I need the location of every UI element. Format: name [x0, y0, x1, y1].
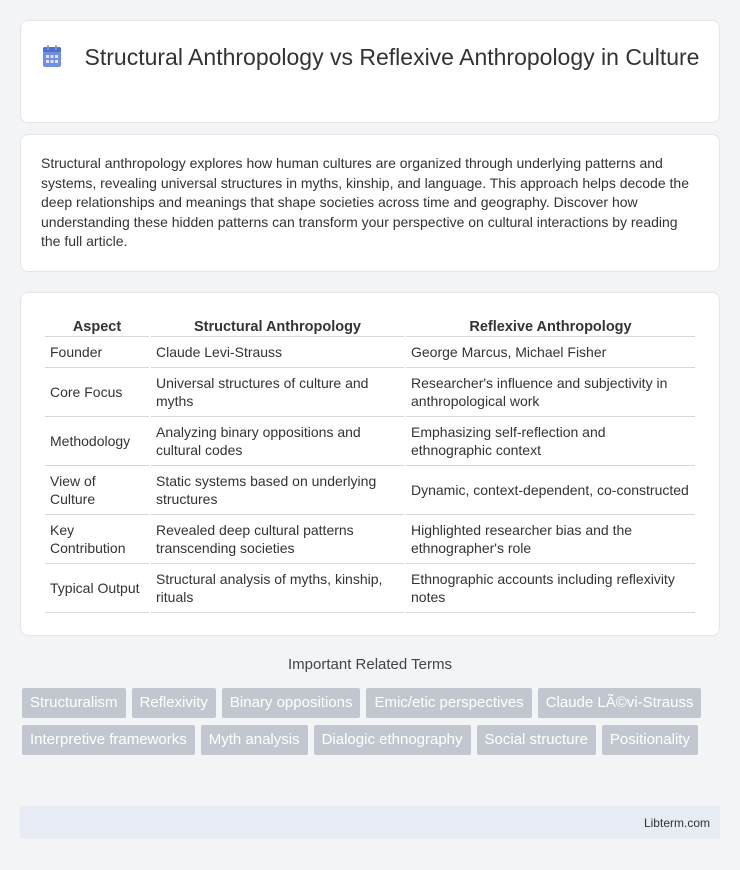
header-reflexive: Reflexive Anthropology	[406, 315, 695, 337]
footer-site-link[interactable]: Libterm.com	[643, 816, 710, 830]
table-row	[45, 368, 695, 417]
row-reflexive: George Marcus, Michael Fisher	[406, 337, 695, 368]
row-structural: Static systems based on underlying structures	[151, 466, 404, 515]
row-structural: Claude Levi-Strauss	[151, 337, 404, 368]
document-icon	[41, 44, 63, 68]
tag-reflexivity[interactable]: Reflexivity	[132, 688, 216, 718]
intro-card	[20, 134, 720, 272]
table-row	[45, 337, 695, 368]
row-aspect: Core Focus	[45, 368, 149, 417]
row-structural: Revealed deep cultural patterns transcending societies	[151, 515, 404, 564]
tag-social-structure[interactable]: Social structure	[477, 725, 596, 755]
header-card	[20, 20, 720, 123]
row-structural: Structural analysis of myths, kinship, rituals	[151, 564, 404, 613]
row-reflexive: Dynamic, context-dependent, co-constructed	[406, 466, 695, 515]
page-title	[21, 43, 719, 72]
title-wrap	[21, 43, 719, 72]
row-reflexive: Researcher's influence and subjectivity in anthropological work	[406, 368, 695, 417]
row-reflexive: Emphasizing self-reflection and ethnographic context	[406, 417, 695, 466]
table-row	[45, 564, 695, 613]
table-row	[45, 466, 695, 515]
table-row	[45, 515, 695, 564]
footer	[20, 806, 720, 839]
header-structural: Structural Anthropology	[151, 315, 404, 337]
tag-claude-levi-strauss[interactable]: Claude LÃ©vi-Strauss	[538, 688, 702, 718]
comparison-card	[20, 292, 720, 636]
row-aspect: Methodology	[45, 417, 149, 466]
row-aspect: Key Contribution	[45, 515, 149, 564]
related-terms-list	[22, 688, 702, 755]
row-reflexive: Highlighted researcher bias and the ethnographer's role	[406, 515, 695, 564]
row-aspect: Typical Output	[45, 564, 149, 613]
comparison-table	[43, 315, 697, 613]
row-structural: Universal structures of culture and myths	[151, 368, 404, 417]
intro-text: Structural anthropology explores how human cultures are organized through underlying patterns and systems, revealing universal structures in myths, kinship, and language. This approach helps decode the deep relationships and meanings that shape societies across time and geography. Discover how understanding these hidden patterns can transform your perspective on cultural interactions by reading the full article.	[41, 155, 689, 250]
table-row	[45, 417, 695, 466]
tag-emic-etic-perspectives[interactable]: Emic/etic perspectives	[366, 688, 531, 718]
row-structural: Analyzing binary oppositions and cultural codes	[151, 417, 404, 466]
tag-dialogic-ethnography[interactable]: Dialogic ethnography	[314, 725, 471, 755]
header-aspect: Aspect	[45, 315, 149, 337]
tag-structuralism[interactable]: Structuralism	[22, 688, 126, 718]
tag-positionality[interactable]: Positionality	[602, 725, 698, 755]
related-terms-title: Important Related Terms	[288, 656, 452, 673]
row-reflexive: Ethnographic accounts including reflexivity notes	[406, 564, 695, 613]
tag-binary-oppositions[interactable]: Binary oppositions	[222, 688, 361, 718]
row-aspect: View of Culture	[45, 466, 149, 515]
table-header-row	[45, 315, 695, 337]
row-aspect: Founder	[45, 337, 149, 368]
tag-myth-analysis[interactable]: Myth analysis	[201, 725, 308, 755]
tag-interpretive-frameworks[interactable]: Interpretive frameworks	[22, 725, 195, 755]
page-title-text: Structural Anthropology vs Reflexive Anthropology in Culture	[84, 44, 700, 70]
